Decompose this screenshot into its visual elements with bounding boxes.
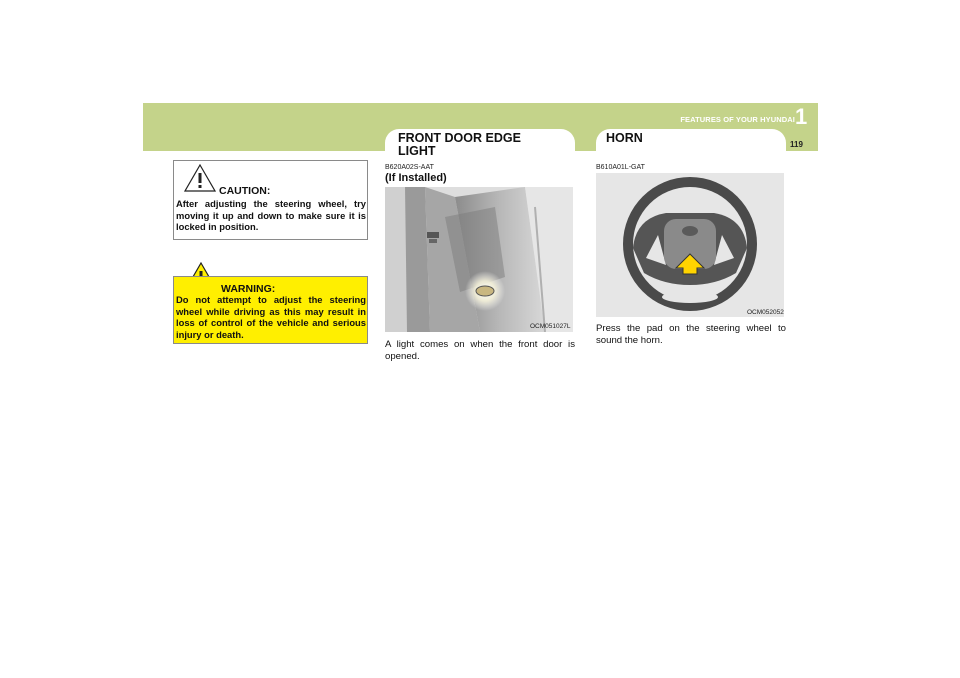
door-light-photo [385,187,573,332]
caution-title: CAUTION: [219,185,271,197]
steering-wheel-illustration [596,173,784,317]
subhead-if-installed: (If Installed) [385,172,447,184]
body-front-door: A light comes on when the front door is opened. [385,339,575,362]
warning-box [173,276,368,344]
door-edge-illustration [385,187,573,332]
section-title-horn: HORN [606,131,643,145]
caution-body: After adjusting the steering wheel, try moving it up and down to make sure it is locked in position. [176,198,366,232]
chapter-label: FEATURES OF YOUR HYUNDAI [680,115,795,124]
section-code-horn: B610A01L-GAT [596,164,645,171]
steering-wheel-photo [596,173,784,317]
warning-body: Do not attempt to adjust the steering wheel while driving as this may result in loss of control of the vehicle and serious injury or death. [176,294,366,340]
section-code-front-door: B620A02S-AAT [385,164,434,171]
warning-title: WARNING: [221,283,276,295]
page-number: 119 [790,140,803,149]
image-code-horn: OCM052052 [747,309,784,316]
caution-box [173,160,368,240]
chapter-number: 1 [795,104,808,129]
body-horn: Press the pad on the steering wheel to sound the horn. [596,323,786,346]
section-title-front-door: FRONT DOOR EDGE LIGHT [398,131,521,158]
image-code-front-door: OCM051027L [530,323,571,330]
caution-triangle-icon [184,164,216,192]
